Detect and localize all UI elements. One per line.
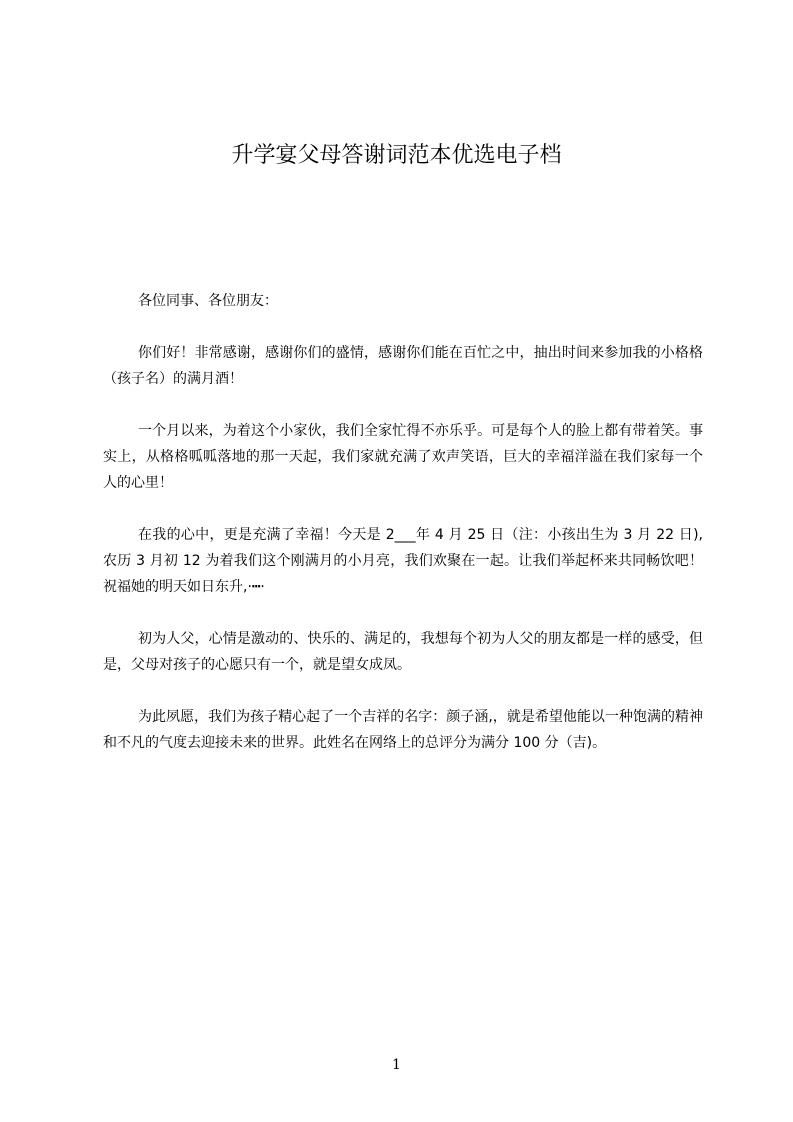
greeting-line: 各位同事、各位朋友： [138, 293, 278, 309]
document-body [103, 288, 703, 782]
paragraph-2: 一个月以来，为着这个小家伙，我们全家忙得不亦乐乎。可是每个人的脸上都有带着笑。事实上，从格格呱呱落地的那一天起，我们家就充满了欢声笑语，巨大的幸福洋溢在我们家每一个人的心里！ [103, 423, 703, 491]
paragraph-1: 你们好！非常感谢，感谢你们的盛情，感谢你们能在百忙之中，抽出时间来参加我的小格格（孩子名）的满月酒！ [103, 345, 703, 387]
document-title: 升学宴父母答谢词范本优选电子档 [231, 143, 562, 168]
paragraph-3: 在我的心中，更是充满了幸福！今天是 2___年 4 月 25 日（注：小孩出生为 3 月 22 日),农历 3 月初 12 为着我们这个刚满月的小月亮，我们欢聚在一起。让我们举起杯来共同畅饮吧！祝福她的明天如日东升,·┅· [103, 527, 703, 595]
paragraph-5: 为此夙愿，我们为孩子精心起了一个吉祥的名字：颜子涵,，就是希望他能以一种饱满的精神和不凡的气度去迎接未来的世界。此姓名在网络上的总评分为满分 100 分（吉)。 [103, 709, 703, 751]
paragraph-4: 初为人父，心情是激动的、快乐的、满足的，我想每个初为人父的朋友都是一样的感受，但是，父母对孩子的心愿只有一个，就是望女成凤。 [103, 631, 703, 673]
page-number: 1 [392, 1057, 401, 1073]
